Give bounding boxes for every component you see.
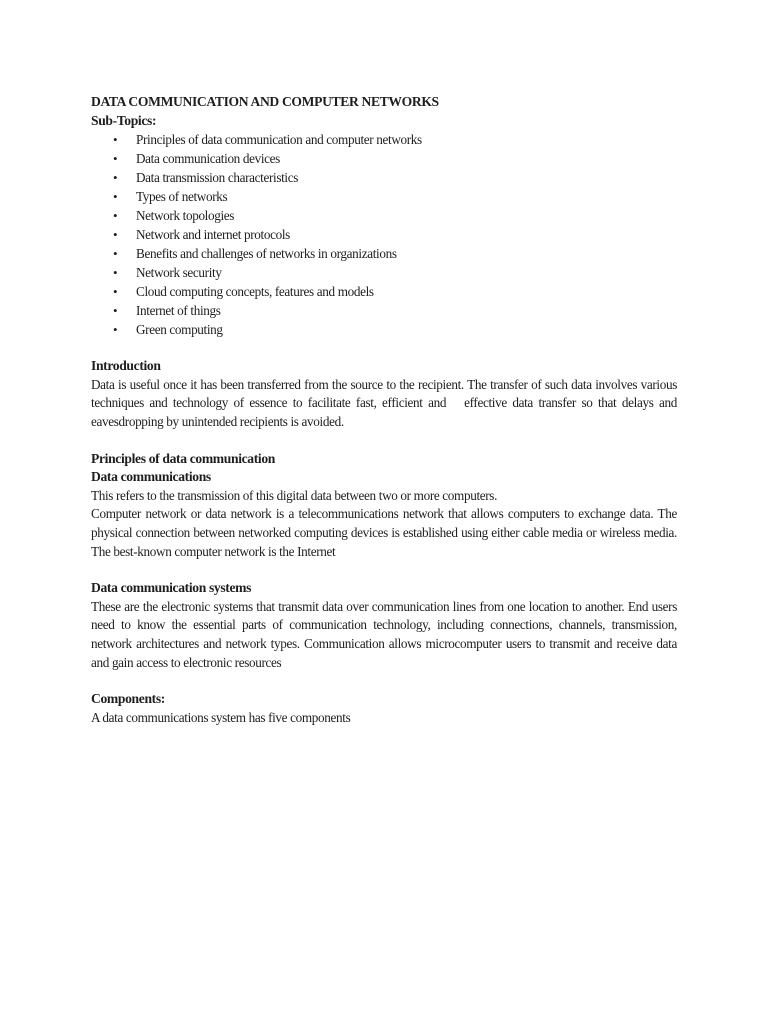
subtopic-label: Green computing (136, 322, 223, 338)
subtopic-label: Principles of data communication and computer networks (136, 132, 422, 148)
document-page (91, 93, 677, 727)
principles-heading: Principles of data communication (91, 450, 276, 466)
bullet-icon: • (113, 284, 118, 300)
computer-network-paragraph: Computer network or data network is a telecommunications network that allows computers to exchange data. The physical connection between networked computing devices is established using either cable media or wireless media. The best-known computer network is the Internet (91, 506, 677, 559)
subtopic-item (91, 301, 677, 320)
spacer (91, 339, 677, 357)
subtopic-item (91, 320, 677, 339)
subtopic-label: Network security (136, 265, 222, 281)
components-text: A data communications system has five components (91, 709, 351, 725)
subtopic-label: Cloud computing concepts, features and models (136, 284, 374, 300)
subtopic-item (91, 130, 677, 149)
spacer (91, 561, 677, 579)
subtopics-list (91, 130, 677, 339)
components-heading: Components: (91, 691, 165, 707)
systems-paragraph: These are the electronic systems that transmit data over communication lines from one location to another. End users need to know the essential parts of communication technology, including connections, channels, transmission, network architectures and network types. Communication allows microcomputer users to transmit and receive data and gain access to electronic resources (91, 598, 677, 670)
subtopic-item (91, 168, 677, 187)
subtopic-item (91, 282, 677, 301)
spacer (91, 432, 677, 450)
subtopic-label: Data transmission characteristics (136, 170, 299, 186)
bullet-icon: • (113, 246, 118, 262)
introduction-text-part1: Data is useful once it has been transferred from the source to the recipient. The transfer of such data involves various techniques and technology of essence to facilitate fast, efficient and (91, 376, 677, 411)
data-communications-definition: This refers to the transmission of this digital data between two or more computers. (91, 487, 498, 503)
subtopic-item (91, 187, 677, 206)
spacer (91, 672, 677, 690)
subtopic-item (91, 149, 677, 168)
systems-heading: Data communication systems (91, 580, 252, 596)
subtopic-item (91, 263, 677, 282)
subtopic-label: Data communication devices (136, 151, 280, 167)
introduction-heading: Introduction (91, 358, 161, 374)
subtopic-item (91, 206, 677, 225)
subtopics-heading: Sub-Topics: (91, 112, 157, 128)
subtopic-item (91, 225, 677, 244)
data-communications-heading: Data communications (91, 469, 211, 485)
bullet-icon: • (113, 303, 118, 319)
subtopic-item (91, 244, 677, 263)
bullet-icon: • (113, 322, 118, 338)
bullet-icon: • (113, 132, 118, 148)
bullet-icon: • (113, 151, 118, 167)
document-title: DATA COMMUNICATION AND COMPUTER NETWORKS (91, 94, 439, 109)
subtopic-label: Types of networks (136, 189, 228, 205)
introduction-paragraph (91, 376, 677, 432)
subtopic-label: Benefits and challenges of networks in organizations (136, 246, 397, 262)
bullet-icon: • (113, 265, 118, 281)
bullet-icon: • (113, 170, 118, 186)
subtopic-label: Internet of things (136, 303, 221, 319)
subtopic-label: Network and internet protocols (136, 227, 290, 243)
bullet-icon: • (113, 227, 118, 243)
bullet-icon: • (113, 189, 118, 205)
introduction-text-part2: effective data transfer so that delays and eavesdropping by unintended recipients is avoided. (91, 395, 677, 429)
subtopic-label: Network topologies (136, 208, 235, 224)
bullet-icon: • (113, 208, 118, 224)
